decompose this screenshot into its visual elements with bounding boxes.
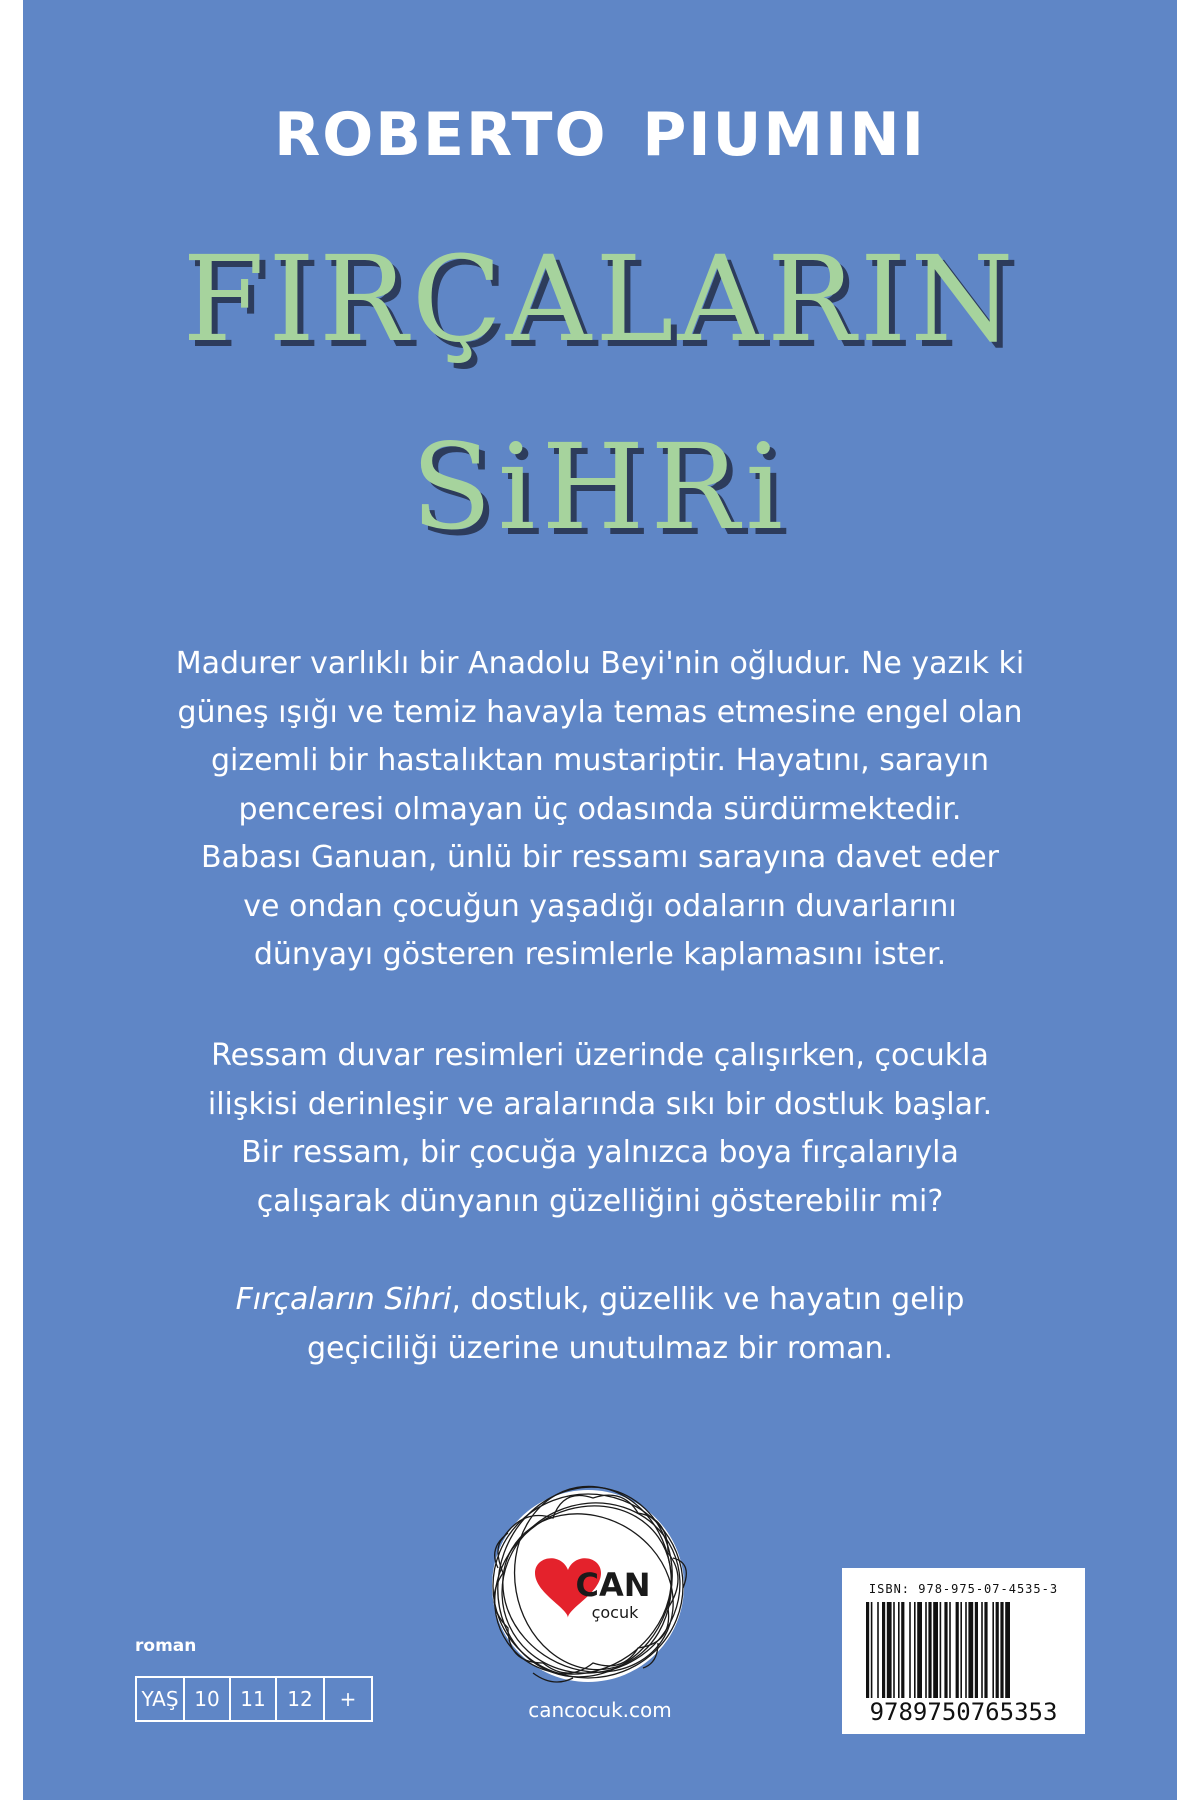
barcode-bar	[960, 1602, 962, 1698]
barcode-bar	[928, 1602, 931, 1698]
barcode-bar	[898, 1602, 900, 1698]
age-value: 10	[185, 1678, 231, 1720]
barcode-bar	[933, 1602, 938, 1698]
synopsis-line: ve ondan çocuğun yaşadığı odaların duvarlarını	[243, 888, 957, 924]
barcode-bar	[917, 1602, 922, 1698]
barcode-bar	[1000, 1602, 1003, 1698]
synopsis-line: Madurer varlıklı bir Anadolu Beyi'nin oğludur. Ne yazık ki	[175, 646, 1025, 681]
synopsis-line: penceresi olmayan üç odasında sürdürmektedir.	[238, 791, 962, 827]
barcode-bar	[965, 1602, 967, 1698]
barcode-bar	[984, 1602, 987, 1698]
synopsis-line: geçiciliği üzerine unutulmaz bir roman.	[306, 1330, 894, 1366]
publisher-website: cancocuk.com	[528, 1698, 672, 1722]
synopsis-line: dünyayı gösteren resimlerle kaplamasını ister.	[253, 937, 947, 972]
title-line-2: SiHRi	[410, 418, 790, 556]
age-value: 11	[231, 1678, 277, 1720]
barcode-bar	[949, 1602, 951, 1698]
barcode-bar	[877, 1602, 879, 1698]
synopsis-paragraph-1	[133, 640, 1067, 980]
book-back-cover	[23, 0, 1177, 1800]
can-cocuk-logo-icon	[473, 1478, 703, 1698]
synopsis-paragraph-2	[133, 1032, 1067, 1226]
barcode-bar	[909, 1602, 911, 1698]
barcode-bar	[893, 1602, 895, 1698]
barcode-bar	[968, 1602, 973, 1698]
barcode-bar	[887, 1602, 892, 1698]
age-plus: +	[339, 1687, 357, 1711]
synopsis-line: Ressam duvar resimleri üzerinde çalışırken, çocukla	[211, 1038, 989, 1073]
barcode-bar	[940, 1602, 942, 1698]
age-value: 12	[277, 1678, 325, 1720]
barcode-bar	[925, 1602, 927, 1698]
barcode-bar	[901, 1602, 904, 1698]
italic-book-title: Fırçaların Sihri	[235, 1282, 452, 1317]
age-label: YAŞ	[137, 1678, 185, 1720]
barcode-bar	[882, 1602, 885, 1698]
logo-text-can: CAN	[575, 1566, 651, 1604]
synopsis-line: çalışarak dünyanın güzelliğini gösterebilir mi?	[256, 1183, 944, 1219]
genre-label: roman	[135, 1636, 197, 1656]
author-name: ROBERTO PIUMINI	[274, 100, 926, 170]
isbn-label: ISBN: 978-975-07-4535-3	[868, 1582, 1059, 1596]
age-range-box	[135, 1676, 373, 1722]
synopsis-paragraph-3	[133, 1276, 1067, 1373]
barcode-bar	[944, 1602, 947, 1698]
barcode-bar	[956, 1602, 959, 1698]
barcode-bar	[1005, 1602, 1010, 1698]
barcode-icon	[866, 1602, 1061, 1698]
title-line-1: FIRÇALARIN	[182, 230, 1018, 368]
logo-text-cocuk: çocuk	[591, 1603, 639, 1622]
barcode-bar	[992, 1602, 994, 1698]
synopsis-line: ilişkisi derinleşir ve aralarında sıkı bir dostluk başlar.	[207, 1086, 993, 1122]
synopsis-line: gizemli bir hastalıktan mustariptir. Hayatını, sarayın	[210, 743, 990, 778]
synopsis-text: , dostluk, güzellik ve hayatın gelip	[451, 1282, 965, 1317]
synopsis-line: Babası Ganuan, ünlü bir ressamı sarayına davet eder	[200, 840, 1000, 875]
barcode-bar	[871, 1602, 873, 1698]
barcode-bar	[996, 1602, 999, 1698]
barcode-bar	[914, 1602, 916, 1698]
barcode-bar	[975, 1602, 978, 1698]
barcode-bar	[981, 1602, 983, 1698]
synopsis-line: güneş ışığı ve temiz havayla temas etmesine engel olan	[177, 694, 1023, 730]
synopsis-line	[133, 1276, 1067, 1325]
barcode-panel	[842, 1568, 1085, 1734]
barcode-bar	[866, 1602, 869, 1698]
synopsis-line: Bir ressam, bir çocuğa yalnızca boya fırçalarıyla	[241, 1135, 959, 1170]
barcode-number: 9789750765353	[869, 1698, 1058, 1726]
